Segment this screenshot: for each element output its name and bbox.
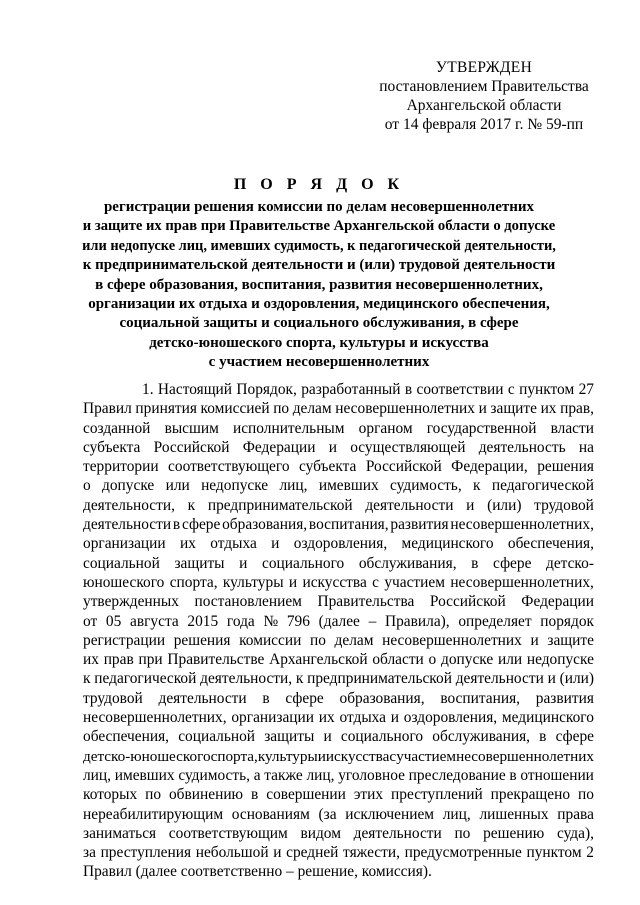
paragraph-line: созданной высшим исполнительным органом государственной власти [83, 419, 594, 437]
paragraph-line: трудовой деятельности в сфере образования, воспитания, развития [83, 689, 594, 707]
paragraph-line: к педагогической деятельности, к предпринимательской деятельности и (или) [83, 670, 594, 688]
paragraph-line: деятельности, к предпринимательской деятельности и (или) трудовой [83, 496, 594, 514]
document-subtitle-line: к предпринимательской деятельности и (или) трудовой деятельности [82, 257, 556, 274]
paragraph-line: организации их отдыха и оздоровления, медицинского обеспечения, [83, 535, 594, 553]
paragraph-line: лиц, имевших судимость, а также лиц, уголовное преследование в отношении [83, 766, 594, 784]
document-subtitle-line: в сфере образования, воспитания, развития несовершеннолетних, [95, 276, 543, 293]
paragraph-line: заниматься соответствующим видом деятельности по решению суда), [83, 824, 594, 842]
paragraph-line: которых по обвинению в совершении этих преступлений прекращено по [83, 786, 594, 804]
paragraph-line: субъекта Российской Федерации и осуществляющей деятельность на [83, 438, 594, 456]
approval-line: Архангельской области [406, 97, 562, 114]
paragraph-line: утвержденных постановлением Правительства Российской Федерации [83, 593, 594, 611]
paragraph-line: за преступления небольшой и средней тяжести, предусмотренные пунктом 2 [83, 844, 594, 862]
document-subtitle-line: детско-юношеского спорта, культуры и искусства [149, 334, 489, 351]
paragraph-line: Правил (далее соответственно – решение, комиссия). [83, 863, 432, 881]
approval-stamp [360, 58, 608, 134]
paragraph-line: юношеского спорта, культуры и искусства с участием несовершеннолетних, [83, 573, 594, 591]
document-subtitle-line: социальной защиты и социального обслуживания, в сфере [119, 315, 519, 332]
approval-title: УТВЕРЖДЕН [435, 59, 533, 76]
approval-line: постановлением Правительства [379, 78, 589, 95]
paragraph-line: от 05 августа 2015 года № 796 (далее – Правила), определяет порядок [83, 612, 594, 630]
document-subtitle-line: регистрации решения комиссии по делам несовершеннолетних [103, 199, 535, 215]
paragraph-line: территории соответствующего субъекта Российской Федерации, решения [83, 458, 594, 476]
paragraph-line: 1. Настоящий Порядок, разработанный в соответствии с пунктом 27 [142, 381, 594, 398]
paragraph-line: несовершеннолетних, организации их отдыха и оздоровления, медицинского [83, 709, 594, 727]
paragraph-1 [83, 380, 594, 882]
paragraph-line: их прав при Правительстве Архангельской области о допуске или недопуске [83, 651, 594, 669]
document-subtitle-line: или недопуске лиц, имевших судимость, к педагогической деятельности, [82, 237, 556, 254]
document-subtitle-line: и защите их прав при Правительстве Архангельской области о допуске [82, 218, 556, 235]
document-subtitle-line: с участием несовершеннолетних [208, 354, 430, 371]
paragraph-line: социальной защиты и социального обслуживания, в сфере детско- [83, 554, 594, 572]
paragraph-line: детско-юношеского спорта, культуры и искусства с участием несовершеннолетних [83, 747, 594, 765]
paragraph-line: деятельности в сфере образования, воспитания, развития несовершеннолетних, [83, 516, 594, 534]
paragraph-line: обеспечения, социальной защиты и социального обслуживания, в сфере [83, 728, 594, 746]
paragraph-line: нереабилитирующим основаниям (за исключением лиц, лишенных права [83, 805, 594, 823]
approval-line: от 14 февраля 2017 г. № 59-пп [384, 116, 584, 133]
paragraph-line: регистрации решения комиссии по делам несовершеннолетних и защите [83, 631, 594, 649]
paragraph-line: Правил принятия комиссией по делам несовершеннолетних и защите их прав, [83, 400, 594, 418]
paragraph-line: о допуске или недопуске лиц, имевших судимость, к педагогической [83, 477, 594, 495]
document-heading [80, 174, 558, 373]
document-subtitle-line: организации их отдыха и оздоровления, медицинского обеспечения, [88, 296, 550, 313]
document-title: П О Р Я Д О К [233, 176, 405, 193]
